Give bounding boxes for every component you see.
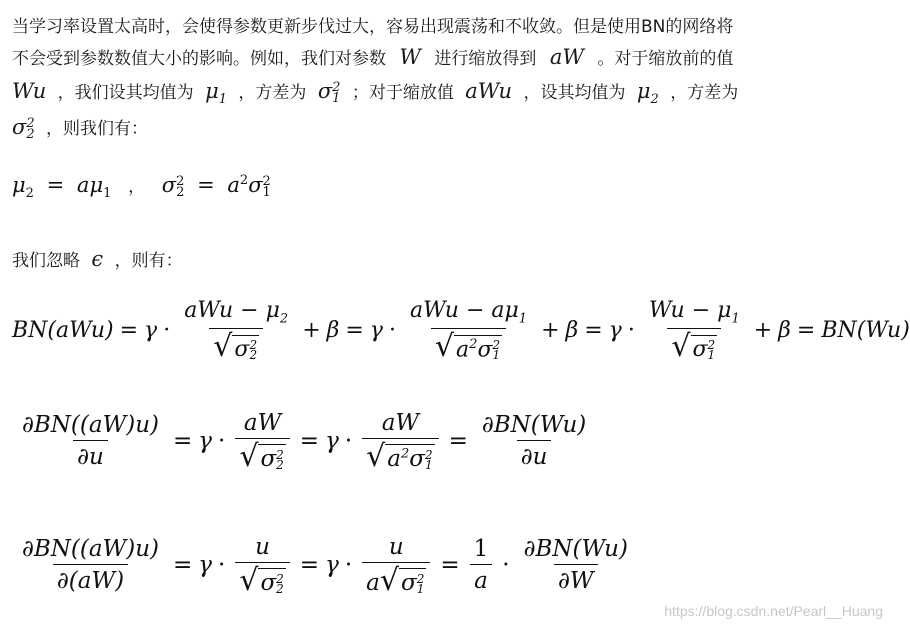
paragraph-line-3 bbox=[12, 78, 738, 107]
watermark: https://blog.csdn.net/Pearl__Huang bbox=[664, 603, 883, 619]
text: 。对于缩放前的值 bbox=[597, 49, 734, 69]
paragraph-line-4 bbox=[12, 114, 148, 140]
text: ，方差为 bbox=[670, 83, 739, 103]
relation-line: $\mu_2 = a\mu_1$ ， σ 2 2 = $a^2\sigma$ 2 1 bbox=[12, 173, 271, 202]
text: ，设其均值为 bbox=[523, 83, 626, 103]
mu2: $\mu_2$ bbox=[636, 79, 659, 108]
paragraph-line-2 bbox=[12, 44, 733, 69]
text: 不会受到参数数值大小的影响。例如，我们对参数 bbox=[12, 49, 386, 69]
math-var: W bbox=[399, 45, 421, 69]
mu1: $\mu_1$ bbox=[205, 79, 228, 108]
text: ，则有： bbox=[114, 251, 183, 271]
text: 我们忽略 bbox=[12, 251, 80, 271]
text: 当学习率设置太高时，会使得参数更新步伐过大，容易出现震荡和不收敛。但是使用BN的网络将 bbox=[12, 17, 734, 37]
text: ，我们设其均值为 bbox=[57, 83, 194, 103]
text: 进行缩放得到 bbox=[434, 49, 537, 69]
epsilon: ϵ bbox=[91, 247, 104, 271]
math-var: aW bbox=[549, 45, 584, 69]
text: ，方差为 bbox=[238, 83, 307, 103]
ignore-epsilon-line bbox=[12, 246, 183, 271]
text: ；对于缩放值 bbox=[351, 83, 454, 103]
sigma2-sq: σ 2 2 bbox=[12, 115, 35, 142]
equation-bn: BN(aWu) = γ · aWu − $\mu_2$ √ σ 2 2 + β = γ · aWu − $a\mu_1$ √ $a^2\sigma$ 2 1 + β = γ · $Wu - \mu_1$ √ σ 2 1 + β = BN(Wu) bbox=[12, 298, 910, 365]
sigma1-sq: σ 2 1 bbox=[317, 79, 341, 106]
equation-derivative-w: $\frac{\partial BN((aW)u)}{\partial(aW)}$ = γ · u √ σ 2 2 = γ · u a √ σ 2 1 = $\frac{1}{a}$ · $\frac{\partial BN(Wu)}{\partial W}$ bbox=[22, 534, 628, 598]
text: ，则我们有： bbox=[46, 119, 149, 139]
paragraph-line-1 bbox=[12, 12, 733, 37]
math-var: Wu bbox=[12, 79, 47, 103]
equation-derivative-u: $\frac{\partial BN((aW)u)}{\partial u}$ = γ · aW √ σ 2 2 = γ · aW √ $a^2\sigma$ 2 1 = $\frac{\partial BN(Wu)}{\partial u}$ bbox=[22, 410, 587, 474]
math-var: aWu bbox=[465, 79, 513, 103]
